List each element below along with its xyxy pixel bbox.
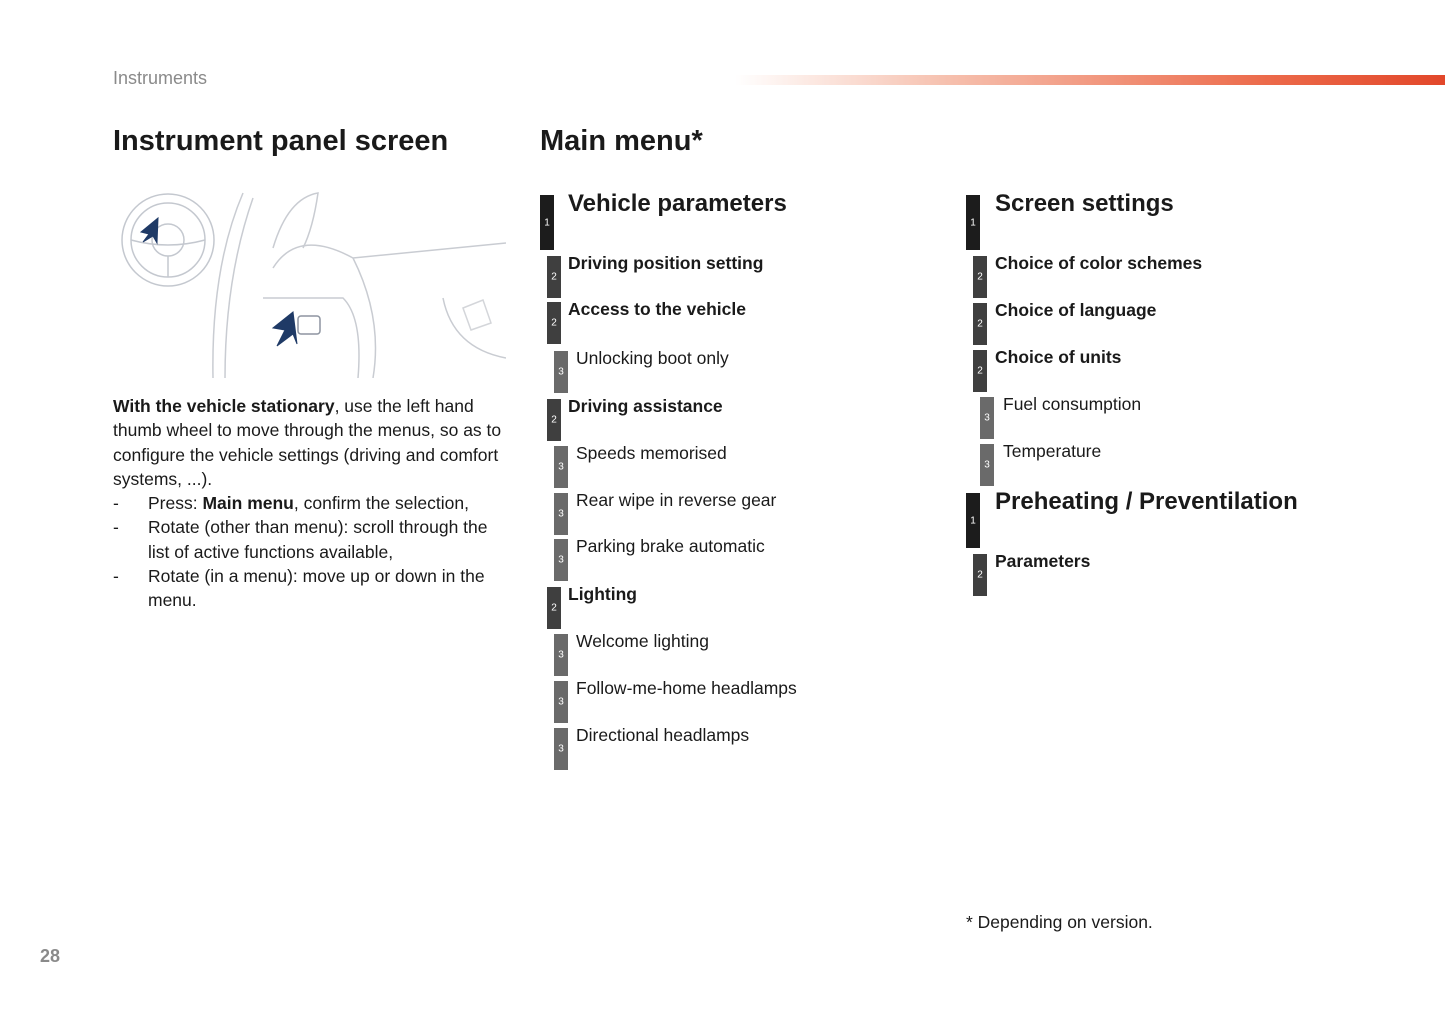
level-3-marker: 3 xyxy=(554,634,568,676)
menu-item-follow-me-home: Follow-me-home headlamps xyxy=(576,678,797,698)
menu-item-rear-wipe: Rear wipe in reverse gear xyxy=(576,490,777,510)
bullet-bold: Main menu xyxy=(202,493,294,514)
level-3-marker: 3 xyxy=(980,397,994,439)
menu-item-temperature: Temperature xyxy=(1003,441,1102,461)
level-3-marker: 3 xyxy=(554,539,568,581)
menu-item-unlocking-boot: Unlocking boot only xyxy=(576,348,729,368)
level-2-marker: 2 xyxy=(547,302,561,344)
footnote: * Depending on version. xyxy=(966,912,1153,932)
instrument-panel-title: Instrument panel screen xyxy=(113,125,449,157)
small-steering-wheel-icon xyxy=(122,194,214,286)
level-3-marker: 3 xyxy=(554,681,568,723)
level-2-marker: 2 xyxy=(547,587,561,629)
steering-wheel-illustration xyxy=(113,188,506,378)
level-2-marker: 2 xyxy=(973,256,987,298)
menu-item-driving-position: Driving position setting xyxy=(568,253,764,273)
level-1-marker: 1 xyxy=(540,195,554,250)
intro-rest: , use the left hand thumb wheel to move through the menus, so as to configure the vehicle settings (driving and comfort systems, ...). xyxy=(113,396,502,489)
menu-item-parameters: Parameters xyxy=(995,551,1091,571)
bullet-dash: - xyxy=(113,493,119,514)
level-3-marker: 3 xyxy=(554,446,568,488)
bullet-dash: - xyxy=(113,566,119,587)
menu-item-driving-assistance: Driving assistance xyxy=(568,396,723,416)
header-accent-bar xyxy=(735,75,1445,85)
level-3-marker: 3 xyxy=(554,728,568,770)
bullet-item xyxy=(113,515,508,564)
level-1-marker: 1 xyxy=(966,493,980,548)
menu-item-units: Choice of units xyxy=(995,347,1122,367)
level-3-marker: 3 xyxy=(554,351,568,393)
menu-item-fuel-consumption: Fuel consumption xyxy=(1003,394,1142,414)
level-2-marker: 2 xyxy=(973,303,987,345)
bullet-text: Press: xyxy=(148,493,203,514)
bullet-item xyxy=(113,491,508,515)
level-3-marker: 3 xyxy=(980,444,994,486)
section-label: Instruments xyxy=(113,68,208,88)
level-2-marker: 2 xyxy=(547,399,561,441)
intro-bold: With the vehicle stationary xyxy=(113,396,335,416)
menu-item-color-schemes: Choice of color schemes xyxy=(995,253,1203,273)
menu-item-access-vehicle: Access to the vehicle xyxy=(568,299,746,319)
intro-paragraph xyxy=(113,394,508,491)
menu-item-preheating: Preheating / Preventilation xyxy=(995,488,1298,515)
menu-item-vehicle-parameters: Vehicle parameters xyxy=(568,190,787,217)
menu-item-screen-settings: Screen settings xyxy=(995,190,1174,217)
menu-item-language: Choice of language xyxy=(995,300,1157,320)
menu-item-welcome-lighting: Welcome lighting xyxy=(576,631,709,651)
bullet-text-post: , confirm the selection, xyxy=(293,493,469,514)
instructions-text xyxy=(113,394,508,613)
level-2-marker: 2 xyxy=(547,256,561,298)
page-number: 28 xyxy=(40,946,61,966)
menu-item-directional-headlamps: Directional headlamps xyxy=(576,725,750,745)
bullet-item xyxy=(113,564,508,613)
menu-item-speeds-memorised: Speeds memorised xyxy=(576,443,727,463)
menu-item-lighting: Lighting xyxy=(568,584,638,604)
main-menu-title: Main menu* xyxy=(540,125,703,157)
bullet-text: Rotate (in a menu): move up or down in the menu. xyxy=(148,566,485,611)
bullet-text: Rotate (other than menu): scroll through the list of active functions available, xyxy=(148,517,488,562)
bullet-dash: - xyxy=(113,517,119,538)
level-2-marker: 2 xyxy=(973,554,987,596)
menu-item-parking-brake: Parking brake automatic xyxy=(576,536,765,556)
level-3-marker: 3 xyxy=(554,493,568,535)
level-2-marker: 2 xyxy=(973,350,987,392)
level-1-marker: 1 xyxy=(966,195,980,250)
